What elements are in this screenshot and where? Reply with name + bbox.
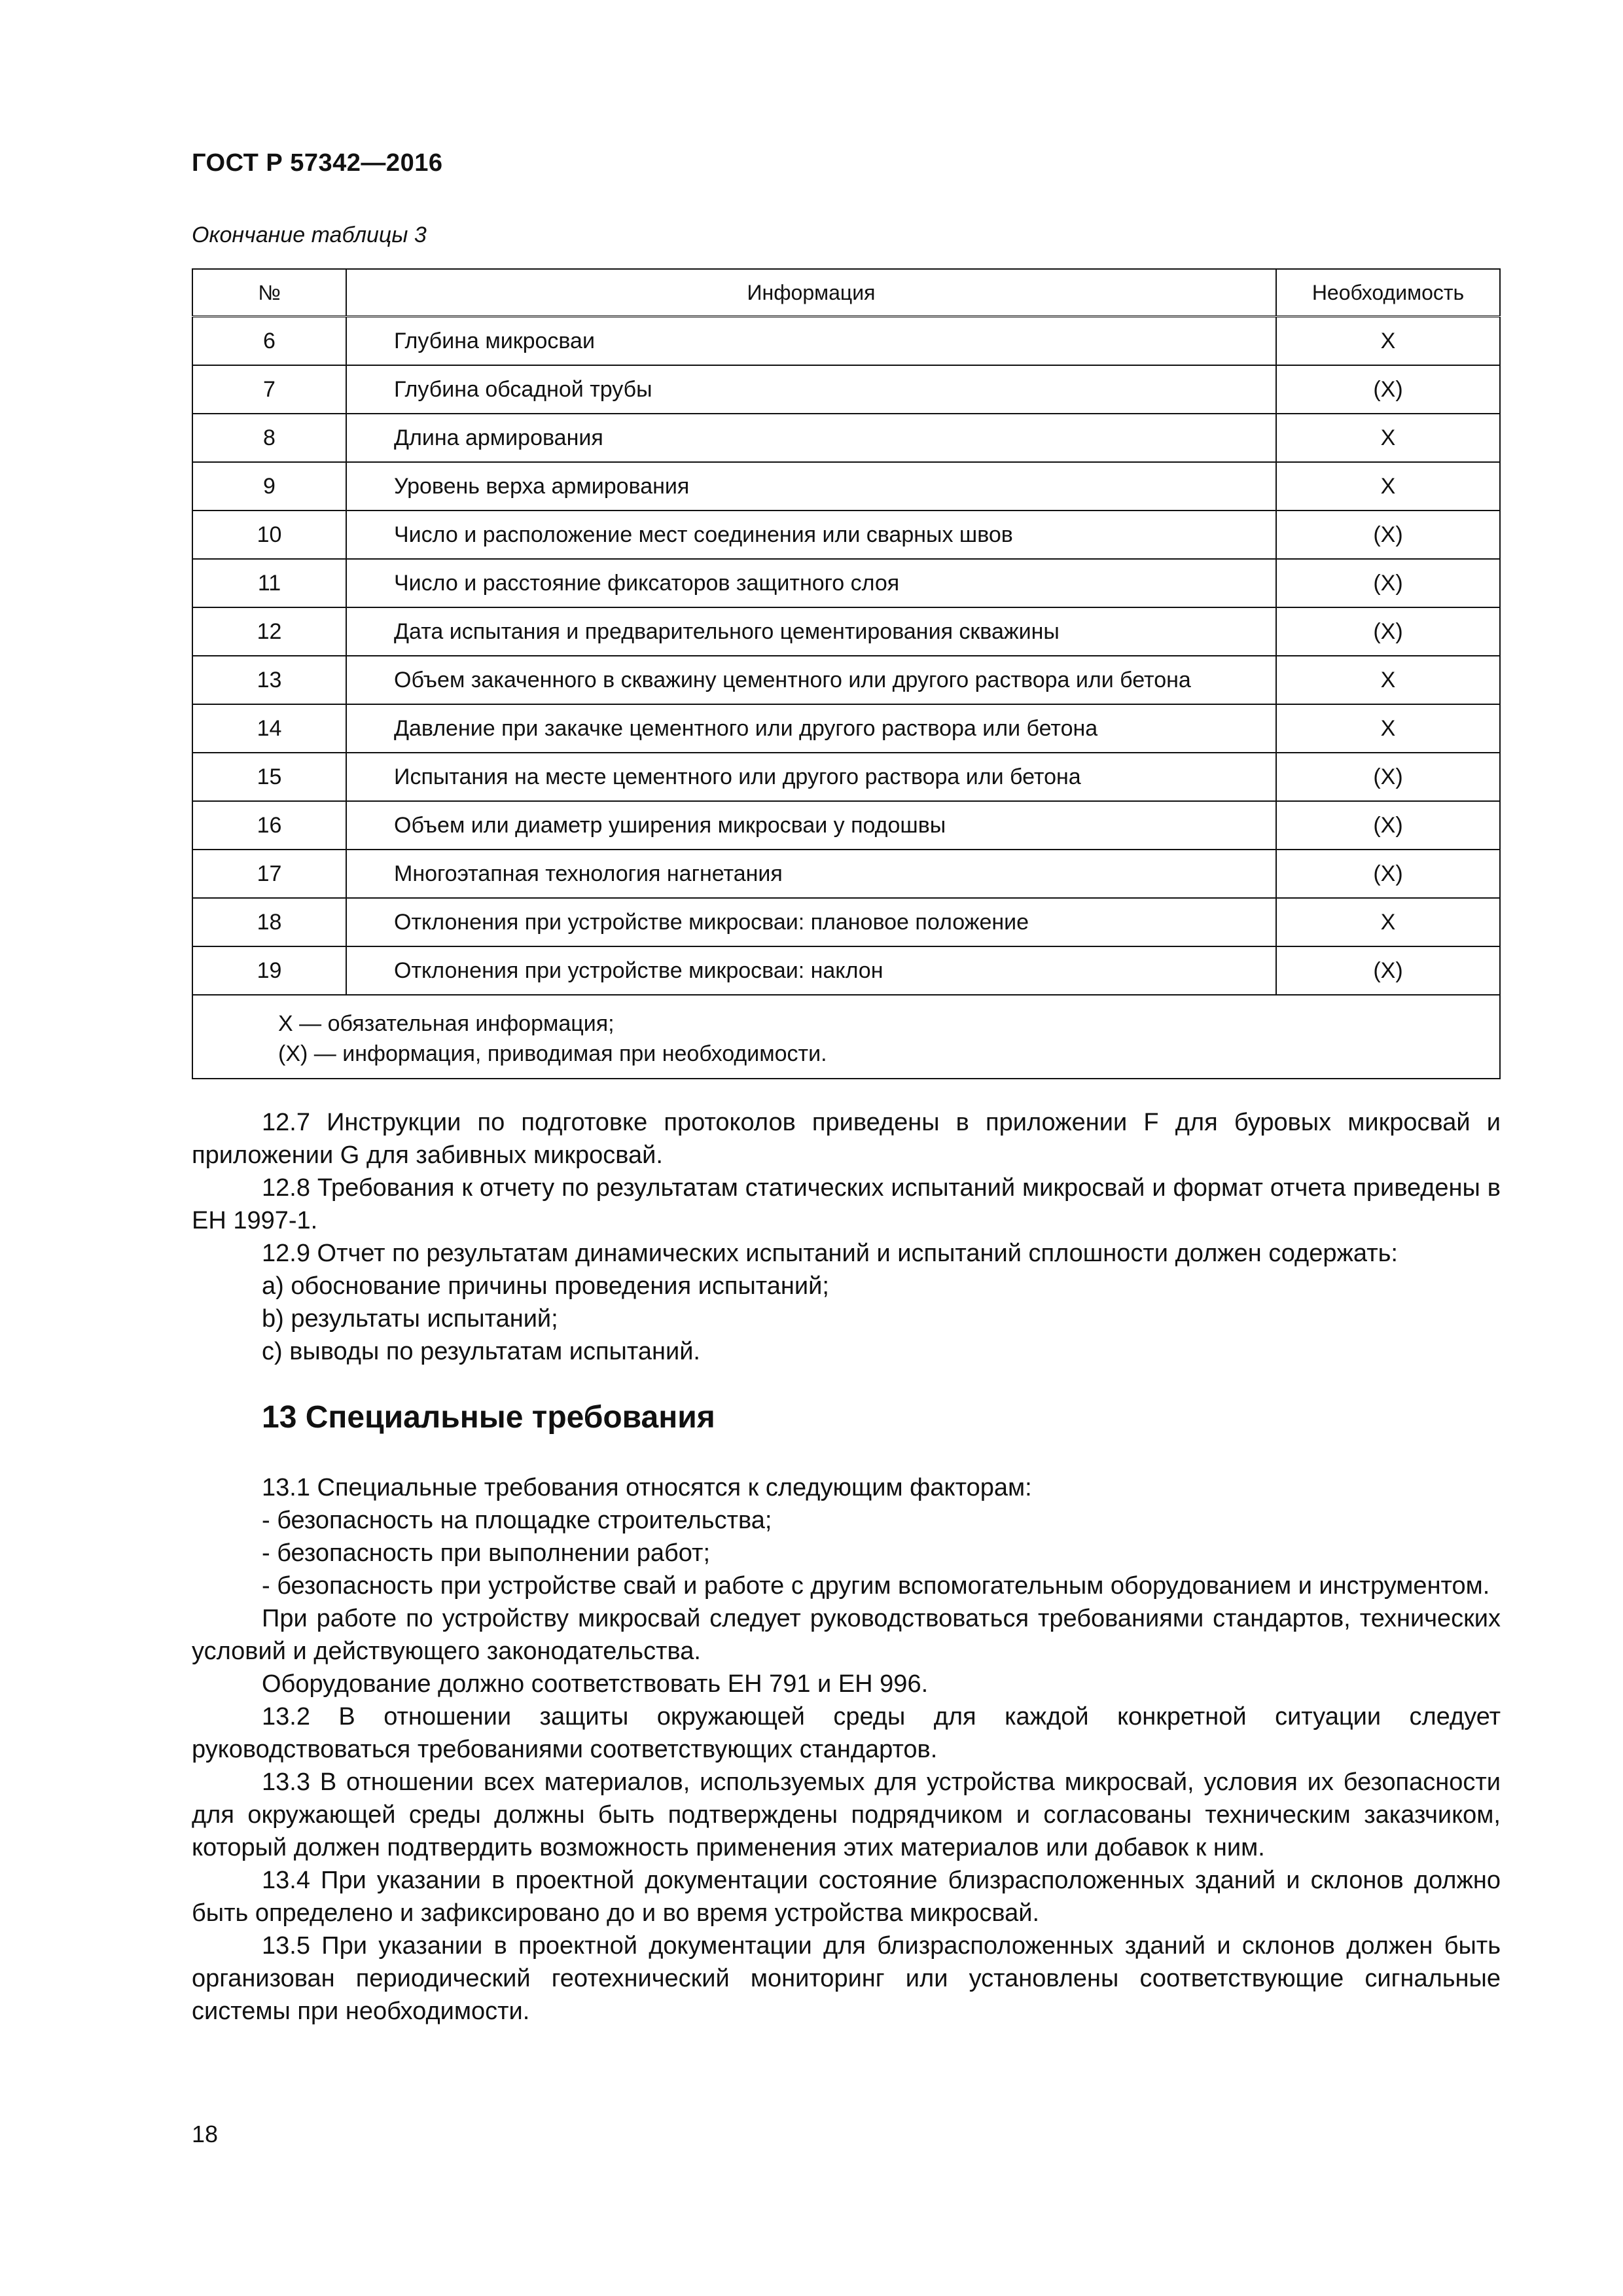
- page-number: 18: [192, 2121, 219, 2147]
- section-13-title: 13 Специальные требования: [262, 1400, 715, 1435]
- table-row: [192, 365, 1500, 414]
- section-12-text: [192, 1106, 1501, 1368]
- list-item-b: b) результаты испытаний;: [262, 1305, 558, 1333]
- table-row: [192, 656, 1500, 704]
- cell-necessity: (X): [1276, 365, 1500, 414]
- cell-num: 15: [192, 753, 346, 801]
- legend-mandatory: X — обязательная информация;: [278, 1011, 615, 1036]
- cell-necessity: (X): [1276, 607, 1500, 656]
- table-row: [192, 753, 1500, 801]
- cell-num: 8: [192, 414, 346, 462]
- list-item-dash: - безопасность при устройстве свай и работе с другим вспомогательным оборудованием и инструментом.: [262, 1572, 1490, 1600]
- table-3: [192, 268, 1501, 1079]
- paragraph: Оборудование должно соответствовать ЕН 791 и ЕН 996.: [262, 1670, 929, 1698]
- table-header-row: [192, 269, 1500, 317]
- cell-info: Объем закаченного в скважину цементного или другого раствора или бетона: [346, 656, 1276, 704]
- table-row: [192, 462, 1500, 511]
- cell-necessity: (X): [1276, 511, 1500, 559]
- cell-necessity: X: [1276, 656, 1500, 704]
- table-row: [192, 850, 1500, 898]
- cell-num: 9: [192, 462, 346, 511]
- cell-info: Отклонения при устройстве микросваи: наклон: [346, 946, 1276, 995]
- clause-12-8: 12.8 Требования к отчету по результатам статических испытаний микросвай и формат отчета приведены в ЕН 1997-1.: [192, 1174, 1501, 1234]
- clause-13-1: 13.1 Специальные требования относятся к следующим факторам:: [262, 1474, 1032, 1501]
- table-row: [192, 414, 1500, 462]
- cell-num: 11: [192, 559, 346, 607]
- cell-info: Испытания на месте цементного или другого раствора или бетона: [346, 753, 1276, 801]
- clause-13-5: 13.5 При указании в проектной документации для близрасположенных зданий и склонов должен быть организован периодический геотехнический мониторинг или установлены соответствующие сигнальные системы при необходимости.: [192, 1932, 1501, 2025]
- cell-num: 10: [192, 511, 346, 559]
- cell-info: Длина армирования: [346, 414, 1276, 462]
- cell-necessity: (X): [1276, 946, 1500, 995]
- paragraph: При работе по устройству микросвай следует руководствоваться требованиями стандартов, технических условий и действующего законодательства.: [192, 1605, 1501, 1665]
- clause-12-9: 12.9 Отчет по результатам динамических испытаний и испытаний сплошности должен содержать:: [262, 1240, 1398, 1267]
- list-item-dash: - безопасность при выполнении работ;: [262, 1539, 711, 1567]
- cell-necessity: X: [1276, 414, 1500, 462]
- header-num: №: [192, 269, 346, 317]
- table-row: [192, 946, 1500, 995]
- cell-num: 16: [192, 801, 346, 850]
- cell-necessity: X: [1276, 462, 1500, 511]
- cell-num: 14: [192, 704, 346, 753]
- table-row: [192, 317, 1500, 366]
- cell-num: 19: [192, 946, 346, 995]
- clause-13-3: 13.3 В отношении всех материалов, используемых для устройства микросвай, условия их безопасности для окружающей среды должны быть подтверждены подрядчиком и согласованы техническим заказчиком, который должен подтвердить возможность применения этих материалов или добавок к ним.: [192, 1768, 1501, 1861]
- cell-info: Число и расположение мест соединения или сварных швов: [346, 511, 1276, 559]
- cell-info: Число и расстояние фиксаторов защитного слоя: [346, 559, 1276, 607]
- legend-optional: (X) — информация, приводимая при необходимости.: [278, 1041, 827, 1066]
- cell-info: Объем или диаметр уширения микросваи у подошвы: [346, 801, 1276, 850]
- list-item-c: c) выводы по результатам испытаний.: [262, 1338, 700, 1365]
- cell-necessity: (X): [1276, 559, 1500, 607]
- table-row: [192, 607, 1500, 656]
- cell-num: 17: [192, 850, 346, 898]
- cell-info: Давление при закачке цементного или другого раствора или бетона: [346, 704, 1276, 753]
- cell-info: Глубина обсадной трубы: [346, 365, 1276, 414]
- cell-necessity: X: [1276, 898, 1500, 946]
- clause-13-2: 13.2 В отношении защиты окружающей среды для каждой конкретной ситуации следует руководствоваться требованиями соответствующих стандартов.: [192, 1703, 1501, 1763]
- cell-necessity: (X): [1276, 850, 1500, 898]
- list-item-dash: - безопасность на площадке строительства;: [262, 1507, 772, 1534]
- cell-num: 6: [192, 317, 346, 366]
- table-row: [192, 559, 1500, 607]
- cell-info: Глубина микросваи: [346, 317, 1276, 366]
- table-row: [192, 511, 1500, 559]
- section-13-text: [192, 1471, 1501, 2028]
- cell-info: Уровень верха армирования: [346, 462, 1276, 511]
- table-legend-row: [192, 995, 1500, 1079]
- header-necessity: Необходимость: [1276, 269, 1500, 317]
- cell-necessity: (X): [1276, 753, 1500, 801]
- header-info: Информация: [346, 269, 1276, 317]
- table-row: [192, 801, 1500, 850]
- cell-num: 7: [192, 365, 346, 414]
- cell-necessity: (X): [1276, 801, 1500, 850]
- cell-num: 13: [192, 656, 346, 704]
- cell-num: 12: [192, 607, 346, 656]
- cell-info: Многоэтапная технология нагнетания: [346, 850, 1276, 898]
- table-row: [192, 704, 1500, 753]
- cell-info: Отклонения при устройстве микросваи: плановое положение: [346, 898, 1276, 946]
- cell-num: 18: [192, 898, 346, 946]
- cell-necessity: X: [1276, 704, 1500, 753]
- clause-12-7: 12.7 Инструкции по подготовке протоколов приведены в приложении F для буровых микросвай и приложении G для забивных микросвай.: [192, 1109, 1501, 1169]
- table-legend: [192, 995, 1500, 1079]
- cell-info: Дата испытания и предварительного цементирования скважины: [346, 607, 1276, 656]
- document-code: ГОСТ Р 57342—2016: [192, 149, 443, 177]
- list-item-a: a) обоснование причины проведения испытаний;: [262, 1272, 829, 1300]
- clause-13-4: 13.4 При указании в проектной документации состояние близрасположенных зданий и склонов должно быть определено и зафиксировано до и во время устройства микросвай.: [192, 1867, 1501, 1927]
- table-row: [192, 898, 1500, 946]
- table-caption: Окончание таблицы 3: [192, 223, 427, 247]
- cell-necessity: X: [1276, 317, 1500, 366]
